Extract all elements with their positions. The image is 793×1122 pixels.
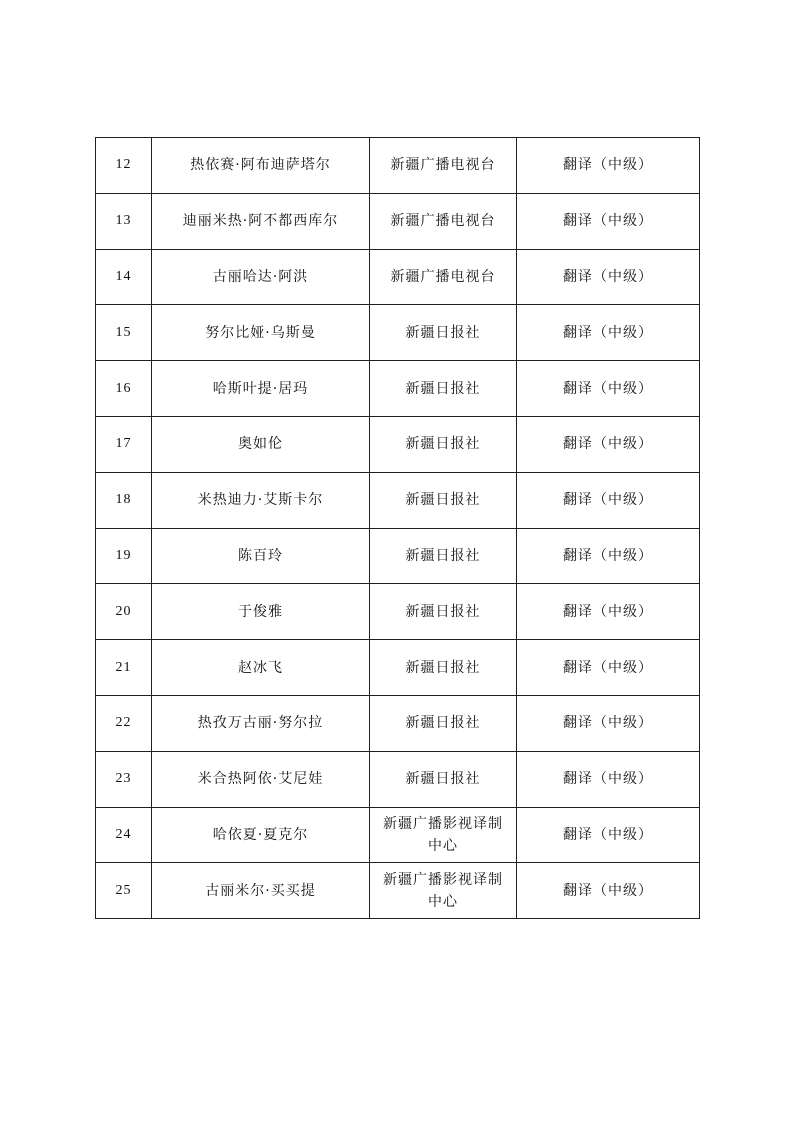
work-unit-cell xyxy=(370,528,517,584)
row-number-cell xyxy=(96,305,152,361)
work-unit-cell xyxy=(370,695,517,751)
person-name-cell xyxy=(152,640,370,696)
person-name-text: 努尔比娅·乌斯曼 xyxy=(205,324,316,341)
work-unit-cell xyxy=(370,416,517,472)
row-number-cell xyxy=(96,695,152,751)
work-unit-cell xyxy=(370,193,517,249)
table-row xyxy=(96,528,700,584)
roster-table-body xyxy=(96,138,700,919)
qualification-cell xyxy=(517,138,700,194)
roster-table xyxy=(95,137,700,919)
work-unit-text: 新疆广播电视台 xyxy=(390,268,496,285)
qualification-cell xyxy=(517,305,700,361)
row-number-text: 17 xyxy=(115,436,132,452)
qualification-text: 翻译（中级） xyxy=(563,659,653,676)
work-unit-cell xyxy=(370,305,517,361)
work-unit-text: 新疆日报社 xyxy=(405,492,481,509)
qualification-text: 翻译（中级） xyxy=(563,771,653,788)
work-unit-text: 新疆广播电视台 xyxy=(390,213,496,230)
person-name-cell xyxy=(152,416,370,472)
row-number-text: 18 xyxy=(115,492,132,508)
work-unit-cell xyxy=(370,472,517,528)
qualification-cell xyxy=(517,361,700,417)
row-number-text: 19 xyxy=(115,547,132,563)
person-name-text: 奥如伦 xyxy=(238,436,283,453)
person-name-cell xyxy=(152,528,370,584)
person-name-text: 热依赛·阿布迪萨塔尔 xyxy=(190,157,331,174)
person-name-cell xyxy=(152,751,370,807)
work-unit-cell xyxy=(370,640,517,696)
table-row xyxy=(96,416,700,472)
work-unit-text: 新疆广播影视译制中心 xyxy=(383,871,503,910)
table-row xyxy=(96,138,700,194)
table-row xyxy=(96,695,700,751)
person-name-cell xyxy=(152,249,370,305)
qualification-cell xyxy=(517,695,700,751)
row-number-cell xyxy=(96,584,152,640)
work-unit-text: 新疆日报社 xyxy=(405,380,481,397)
row-number-text: 22 xyxy=(115,715,132,731)
qualification-text: 翻译（中级） xyxy=(563,157,653,174)
row-number-text: 16 xyxy=(115,380,132,396)
table-row xyxy=(96,361,700,417)
work-unit-text: 新疆广播电视台 xyxy=(390,157,496,174)
work-unit-text: 新疆日报社 xyxy=(405,603,481,620)
qualification-cell xyxy=(517,416,700,472)
table-row xyxy=(96,807,700,863)
qualification-cell xyxy=(517,528,700,584)
work-unit-cell xyxy=(370,138,517,194)
person-name-cell xyxy=(152,584,370,640)
person-name-text: 于俊雅 xyxy=(238,603,283,620)
person-name-text: 热孜万古丽·努尔拉 xyxy=(197,715,324,732)
person-name-cell xyxy=(152,863,370,919)
row-number-text: 21 xyxy=(115,659,132,675)
work-unit-cell xyxy=(370,807,517,863)
person-name-cell xyxy=(152,695,370,751)
qualification-text: 翻译（中级） xyxy=(563,436,653,453)
table-row xyxy=(96,249,700,305)
row-number-cell xyxy=(96,863,152,919)
row-number-cell xyxy=(96,640,152,696)
qualification-cell xyxy=(517,584,700,640)
person-name-text: 古丽米尔·买买提 xyxy=(205,882,316,899)
qualification-text: 翻译（中级） xyxy=(563,882,653,899)
person-name-text: 米热迪力·艾斯卡尔 xyxy=(197,492,324,509)
table-row xyxy=(96,472,700,528)
qualification-cell xyxy=(517,863,700,919)
qualification-text: 翻译（中级） xyxy=(563,603,653,620)
qualification-cell xyxy=(517,472,700,528)
row-number-cell xyxy=(96,807,152,863)
work-unit-text: 新疆日报社 xyxy=(405,715,481,732)
table-row xyxy=(96,640,700,696)
work-unit-cell xyxy=(370,863,517,919)
person-name-cell xyxy=(152,138,370,194)
row-number-cell xyxy=(96,193,152,249)
work-unit-cell xyxy=(370,584,517,640)
qualification-cell xyxy=(517,807,700,863)
person-name-text: 陈百玲 xyxy=(238,547,283,564)
row-number-text: 15 xyxy=(115,324,132,340)
work-unit-text: 新疆广播影视译制中心 xyxy=(383,815,503,854)
qualification-cell xyxy=(517,193,700,249)
person-name-text: 迪丽米热·阿不都西库尔 xyxy=(182,213,339,230)
person-name-cell xyxy=(152,361,370,417)
qualification-cell xyxy=(517,751,700,807)
work-unit-text: 新疆日报社 xyxy=(405,436,481,453)
row-number-text: 14 xyxy=(115,268,132,284)
row-number-cell xyxy=(96,138,152,194)
row-number-text: 24 xyxy=(115,826,132,842)
work-unit-text: 新疆日报社 xyxy=(405,771,481,788)
table-row xyxy=(96,863,700,919)
qualification-cell xyxy=(517,640,700,696)
table-row xyxy=(96,305,700,361)
table-row xyxy=(96,584,700,640)
person-name-text: 赵冰飞 xyxy=(238,659,283,676)
qualification-text: 翻译（中级） xyxy=(563,380,653,397)
person-name-cell xyxy=(152,472,370,528)
person-name-cell xyxy=(152,193,370,249)
person-name-cell xyxy=(152,807,370,863)
person-name-text: 古丽哈达·阿洪 xyxy=(212,268,309,285)
work-unit-cell xyxy=(370,249,517,305)
work-unit-cell xyxy=(370,361,517,417)
row-number-text: 20 xyxy=(115,603,132,619)
qualification-text: 翻译（中级） xyxy=(563,715,653,732)
qualification-text: 翻译（中级） xyxy=(563,213,653,230)
qualification-cell xyxy=(517,249,700,305)
table-row xyxy=(96,193,700,249)
table-row xyxy=(96,751,700,807)
qualification-text: 翻译（中级） xyxy=(563,826,653,843)
work-unit-cell xyxy=(370,751,517,807)
qualification-text: 翻译（中级） xyxy=(563,547,653,564)
row-number-text: 23 xyxy=(115,771,132,787)
qualification-text: 翻译（中级） xyxy=(563,268,653,285)
work-unit-text: 新疆日报社 xyxy=(405,659,481,676)
row-number-text: 12 xyxy=(115,157,132,173)
work-unit-text: 新疆日报社 xyxy=(405,547,481,564)
row-number-cell xyxy=(96,416,152,472)
row-number-cell xyxy=(96,751,152,807)
person-name-text: 米合热阿依·艾尼娃 xyxy=(197,771,324,788)
qualification-text: 翻译（中级） xyxy=(563,492,653,509)
row-number-cell xyxy=(96,249,152,305)
row-number-cell xyxy=(96,472,152,528)
person-name-text: 哈斯叶提·居玛 xyxy=(212,380,309,397)
qualification-text: 翻译（中级） xyxy=(563,324,653,341)
person-name-text: 哈依夏·夏克尔 xyxy=(212,826,309,843)
work-unit-text: 新疆日报社 xyxy=(405,324,481,341)
row-number-text: 25 xyxy=(115,882,132,898)
person-name-cell xyxy=(152,305,370,361)
row-number-cell xyxy=(96,361,152,417)
row-number-cell xyxy=(96,528,152,584)
row-number-text: 13 xyxy=(115,213,132,229)
